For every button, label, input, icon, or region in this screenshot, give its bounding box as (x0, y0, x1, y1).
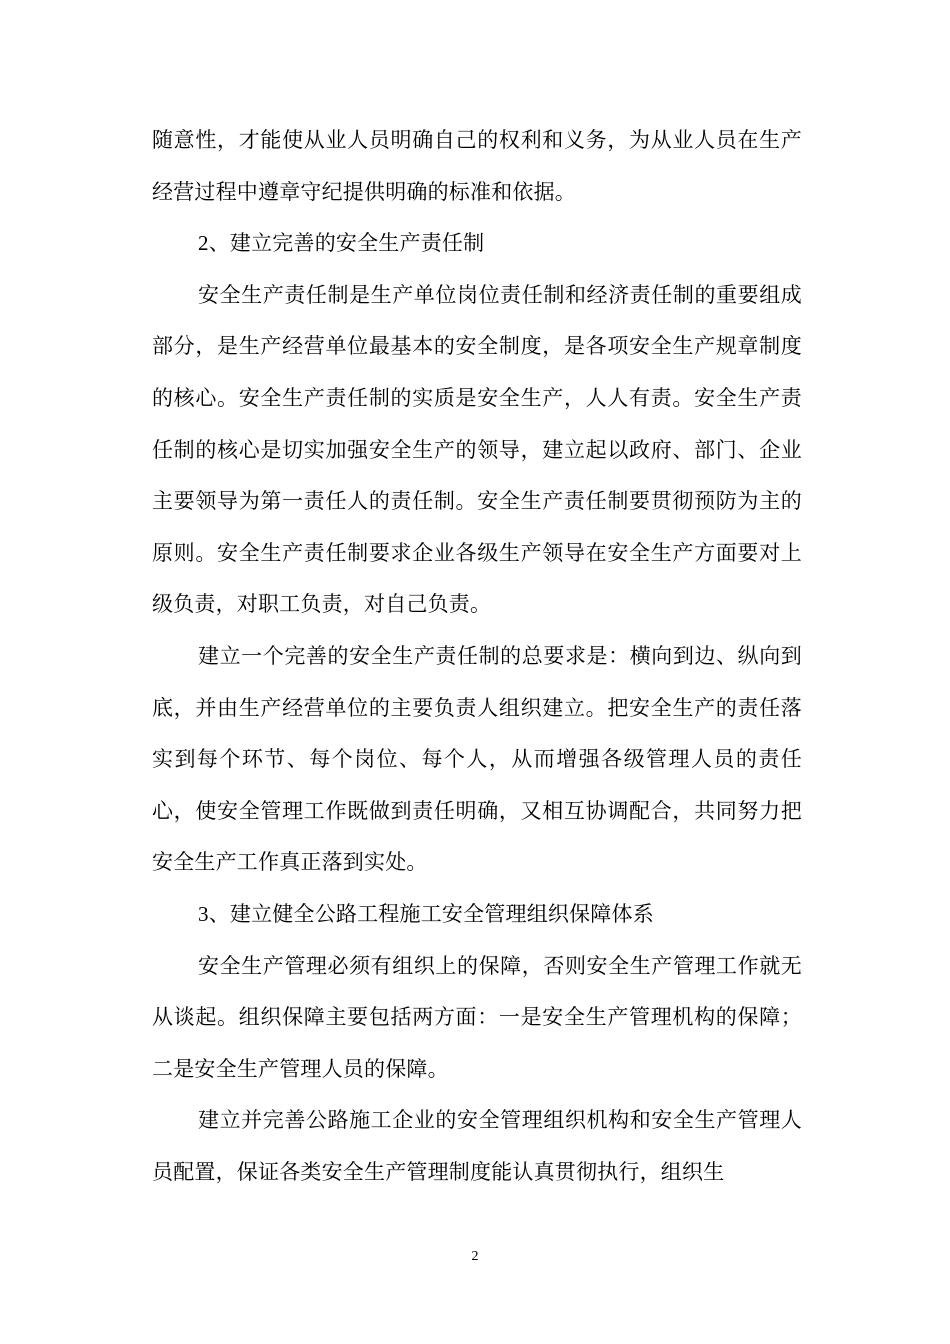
heading-text: 建立完善的安全生产责任制 (229, 231, 485, 256)
heading-number: 3 (198, 901, 209, 926)
paragraph-responsibility-system: 安全生产责任制是生产单位岗位责任制和经济责任制的重要组成部分，是生产经营单位最基本的安全制度，是各项安全生产规章制度的核心。安全生产责任制的实质是安全生产，人人有责。安全生产责任制的核心是切实加强安全生产的领导，建立起以政府、部门、企业主要领导为第一责任人的责任制。安全生产责任制要贯彻预防为主的原则。安全生产责任制要求企业各级生产领导在安全生产方面要对上级负责，对职工负责，对自己负责。 (152, 282, 802, 617)
section-heading-2 (152, 218, 802, 270)
page-number: 2 (471, 1249, 479, 1264)
paragraph-organization-setup: 建立并完善公路施工企业的安全管理组织机构和安全生产管理人员配置，保证各类安全生产管理制度能认真贯彻执行，组织生 (152, 1108, 802, 1184)
paragraph-general-requirements: 建立一个完善的安全生产责任制的总要求是：横向到边、纵向到底，并由生产经营单位的主要负责人组织建立。把安全生产的责任落实到每个环节、每个岗位、每个人，从而增强各级管理人员的责任心，使安全管理工作既做到责任明确，又相互协调配合，共同努力把安全生产工作真正落到实处。 (152, 643, 802, 875)
paragraph-continuation: 随意性，才能使从业人员明确自己的权利和义务，为从业人员在生产经营过程中遵章守纪提供明确的标准和依据。 (152, 128, 802, 204)
paragraph-organizational-guarantee: 安全生产管理必须有组织上的保障，否则安全生产管理工作就无从谈起。组织保障主要包括两方面：一是安全生产管理机构的保障；二是安全生产管理人员的保障。 (152, 953, 802, 1081)
section-heading-3 (152, 889, 802, 941)
heading-separator: 、 (208, 231, 230, 256)
heading-text: 建立健全公路工程施工安全管理组织保障体系 (229, 901, 654, 926)
heading-separator: 、 (208, 901, 230, 926)
heading-number: 2 (198, 231, 209, 256)
document-body (152, 115, 802, 1198)
